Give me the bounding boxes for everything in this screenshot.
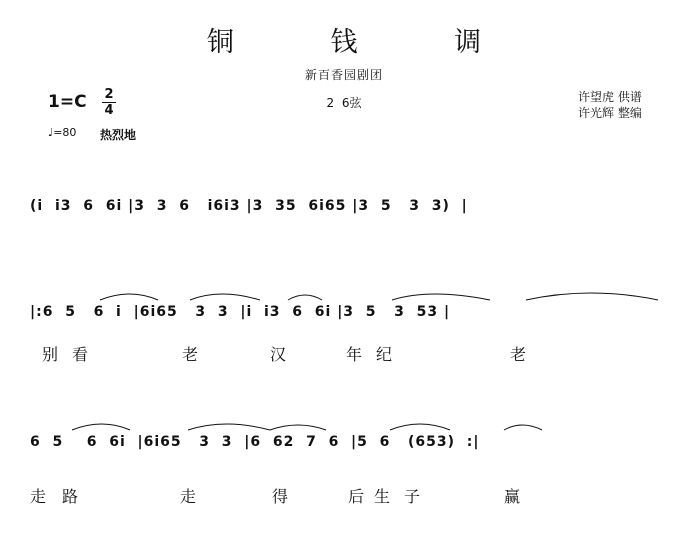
jianpu-notation: 6 5 6 6i |6i65 3 3 |6 62 7 6 |5 6 (653) :|	[30, 434, 480, 450]
lyric-char: 老	[182, 345, 199, 364]
string-tuning: 2 6弦	[326, 96, 362, 110]
lyric-char: 汉	[270, 345, 287, 364]
lyric-char: 赢	[504, 487, 521, 506]
lyric-char: 老	[510, 345, 527, 364]
lyric-char: 走	[180, 487, 197, 506]
time-signature	[102, 88, 116, 117]
credit-provider: 许望虎 供谱	[578, 90, 642, 104]
time-signature-bottom: 4	[104, 103, 114, 118]
lyric-char: 子	[404, 487, 421, 506]
time-signature-top: 2	[104, 87, 114, 102]
jianpu-notation: (i i3 6 6i |3 3 6 i6i3 |3 35 6i65 |3 5 3 3) |	[30, 198, 468, 214]
song-title: 铜 钱 调	[206, 27, 526, 58]
score-line-3	[30, 422, 670, 466]
lyric-char: 纪	[376, 345, 393, 364]
lyric-char: 年	[346, 345, 363, 364]
lyric-char: 生	[374, 487, 391, 506]
score-line-2	[30, 292, 670, 336]
jianpu-notation: |:6 5 6 i |6i65 3 3 |i i3 6 6i |3 5 3 53 |	[30, 304, 451, 320]
score-line-1	[30, 186, 670, 230]
lyric-char: 走	[30, 487, 47, 506]
lyric-char: 路	[62, 487, 79, 506]
key-signature: 1=C	[48, 92, 87, 112]
lyric-char: 别	[42, 345, 59, 364]
expression-marking: 热烈地	[100, 128, 137, 142]
troupe-name: 新百香园剧团	[304, 68, 383, 82]
lyric-char: 后	[348, 487, 365, 506]
lyric-char: 看	[72, 345, 89, 364]
lyric-char: 得	[272, 487, 289, 506]
tempo-marking: ♩=80	[48, 126, 77, 139]
credit-arranger: 许光辉 整编	[578, 106, 642, 120]
